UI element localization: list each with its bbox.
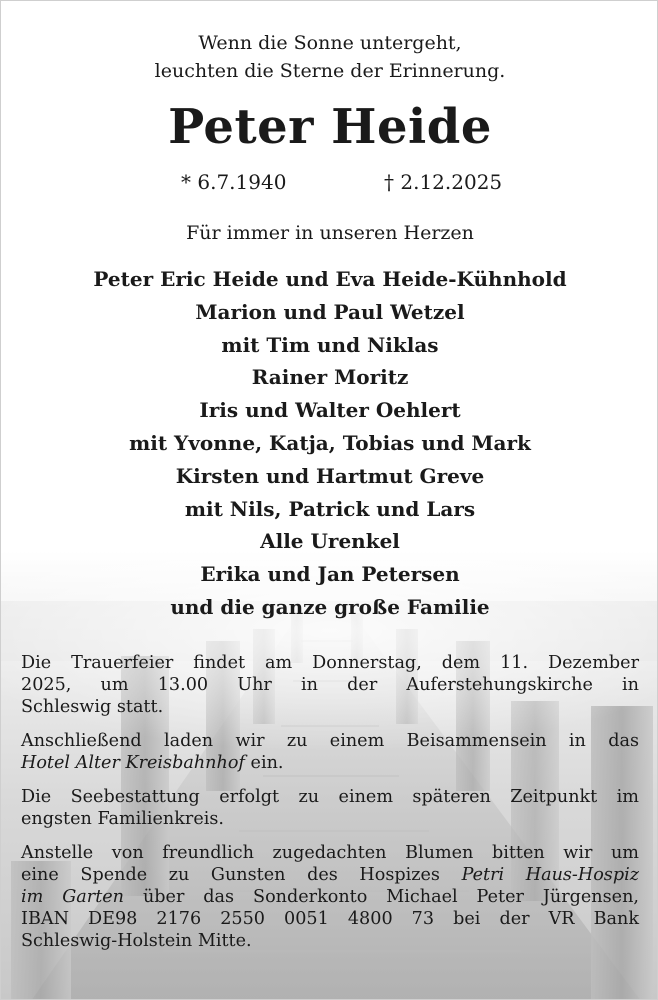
notice-text bbox=[21, 652, 639, 964]
donation-prefix: eine Spende zu Gunsten des Hospizes bbox=[21, 865, 462, 885]
mourner-line: Peter Eric Heide und Eva Heide-Kühnhold bbox=[93, 267, 567, 291]
motto bbox=[1, 29, 658, 85]
motto-line-2: leuchten die Sterne der Erinnerung. bbox=[154, 60, 506, 82]
hospice-name-part-2: im Garten bbox=[21, 887, 125, 907]
mourner-line: Kirsten und Hartmut Greve bbox=[175, 463, 485, 488]
donation-bank: Schleswig-Holstein Mitte. bbox=[21, 931, 252, 951]
donation-iban: IBAN DE98 2176 2550 0051 4800 73 bei der VR Bank bbox=[21, 909, 639, 929]
donation-line: Anstelle von freundlich zugedachten Blumen bitten wir um bbox=[21, 843, 639, 863]
gathering-line: Anschließend laden wir zu einem Beisammensein in das bbox=[21, 731, 639, 751]
donation-line bbox=[21, 864, 639, 886]
mourner-line: mit Tim und Niklas bbox=[221, 332, 439, 357]
mourner-line: Alle Urenkel bbox=[260, 529, 400, 554]
hospice-name-part-1: Petri Haus-Hospiz bbox=[461, 865, 639, 885]
mourner-line: Rainer Moritz bbox=[251, 365, 409, 390]
funeral-line: 2025, um 13.00 Uhr in der Auferstehungskirche in bbox=[21, 675, 639, 695]
gathering-paragraph bbox=[21, 730, 639, 774]
donation-line bbox=[21, 886, 639, 908]
mourner-line: mit Nils, Patrick und Lars bbox=[184, 496, 476, 521]
funeral-paragraph bbox=[21, 652, 639, 718]
mourner-line: Iris und Walter Oehlert bbox=[199, 398, 461, 423]
gathering-line bbox=[21, 752, 639, 774]
death-date: † 2.12.2025 bbox=[384, 170, 503, 194]
burial-line: Die Seebestattung erfolgt zu einem späteren Zeitpunkt im bbox=[21, 787, 639, 807]
burial-line: engsten Familienkreis. bbox=[21, 809, 224, 829]
mourners-list bbox=[1, 263, 658, 624]
mourner-line: mit Yvonne, Katja, Tobias und Mark bbox=[129, 430, 531, 455]
donation-paragraph bbox=[21, 842, 639, 952]
venue-name: Hotel Alter Kreisbahnhof bbox=[21, 753, 245, 773]
deceased-name: Peter Heide bbox=[168, 99, 492, 155]
gathering-suffix: ein. bbox=[244, 753, 284, 773]
life-dates bbox=[1, 167, 658, 197]
mourner-line: und die ganze große Familie bbox=[170, 594, 490, 619]
tagline: Für immer in unseren Herzen bbox=[186, 222, 474, 244]
motto-line-1: Wenn die Sonne untergeht, bbox=[198, 32, 462, 54]
mourner-line: Marion und Paul Wetzel bbox=[195, 299, 465, 324]
mourner-line: Erika und Jan Petersen bbox=[200, 562, 460, 587]
funeral-line: Die Trauerfeier findet am Donnerstag, dem 11. Dezember bbox=[21, 653, 639, 673]
birth-date: * 6.7.1940 bbox=[181, 170, 287, 194]
burial-paragraph bbox=[21, 786, 639, 830]
funeral-line: Schleswig statt. bbox=[21, 697, 164, 717]
donation-account: über das Sonderkonto Michael Peter Jürgensen, bbox=[124, 887, 639, 907]
